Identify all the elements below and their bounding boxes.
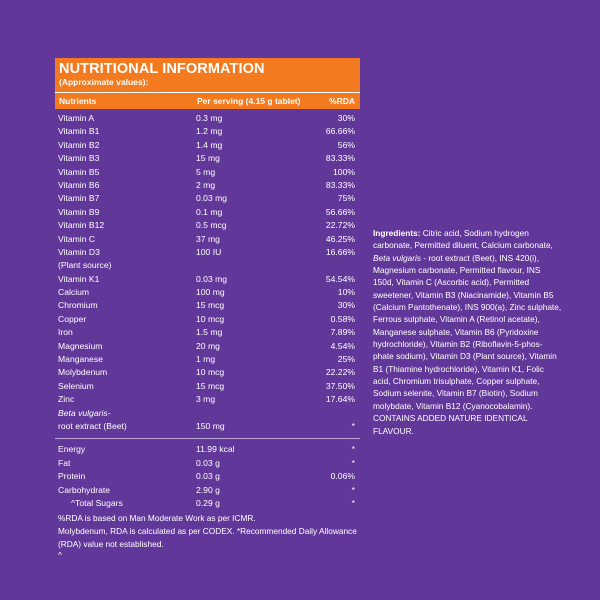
rda-note: %RDA is based on Man Moderate Work as per ICMR. xyxy=(58,513,256,524)
table-row xyxy=(55,179,360,192)
nutrient-rda: * xyxy=(351,457,355,468)
nutrient-amount xyxy=(196,407,306,420)
table-row xyxy=(55,152,360,165)
nutrient-rda: 75% xyxy=(337,193,355,204)
nutrient-name: Molybdenum xyxy=(58,367,108,378)
nutrient-amount: 0.03 g xyxy=(196,471,220,482)
nutrition-header xyxy=(55,58,360,92)
table-row xyxy=(55,443,360,456)
column-header-nutrients: Nutrients xyxy=(59,96,97,106)
nutrient-name: Manganese xyxy=(58,354,103,365)
nutrient-rda: 46.25% xyxy=(325,233,355,244)
nutrient-amount: 0.03 mg xyxy=(196,273,228,284)
nutrient-amount: 1.5 mg xyxy=(196,327,223,338)
caret-note: ^ xyxy=(58,550,62,561)
nutrient-rda: 56% xyxy=(337,139,355,150)
nutrient-amount: 100 mg xyxy=(196,287,225,298)
table-row xyxy=(55,219,360,232)
ingredients-part-b: - root extract (Beet), INS 420(i), Magnesium carbonate, Permitted flavour, INS 150d, Vitamin C (Ascorbic acid), Permitted sweetener, Vitamin B3 (Niacinamide), Vitamin B5 (Calcium Pantothenate), INS 900(a), Zinc sulphate, Ferrous sulphate, Vitamin A (Retinol acetate), Manganese sulphate, Vitamin B6 (Pyridoxine hydrochloride), Vitamin B2 (Riboflavin-5-phos- phate sodium), Vitamin D3 (Plant source), Vitamin B1 (Thiamine hydrochloride), Vitamin K1, Folic acid, Chromium trisulphate, Copper sulphate, Sodium selenite, Vitamin B7 (Biotin), Sodium molybdate, Vitamin B12 (Cyanocobalamin). CONTAINS ADDED NATURE IDENTICAL FLAVOUR. xyxy=(373,252,562,436)
nutrient-name: Protein xyxy=(58,471,86,482)
ingredients-part-a: Citric acid, Sodium hydrogen carbonate, Permitted diluent, Calcium carbonate, xyxy=(373,228,553,251)
table-row xyxy=(55,192,360,205)
nutrition-title: NUTRITIONAL INFORMATION xyxy=(59,61,265,77)
nutrient-rows xyxy=(55,109,360,433)
nutrition-subtitle: (Approximate values): xyxy=(59,77,149,87)
table-row xyxy=(55,340,360,353)
table-row xyxy=(55,206,360,219)
table-row xyxy=(55,353,360,366)
nutrient-rda: 30% xyxy=(337,300,355,311)
table-row xyxy=(55,286,360,299)
table-row xyxy=(55,326,360,339)
nutrient-rda: * xyxy=(351,484,355,495)
nutrient-amount: 100 IU xyxy=(196,246,222,257)
column-header-per-serving: Per serving (4.15 g tablet) xyxy=(197,96,301,106)
nutrient-amount: 0.29 g xyxy=(196,497,220,508)
nutrient-amount: 0.5 mcg xyxy=(196,220,227,231)
rda-not-established-note: (RDA) value not established. xyxy=(58,539,164,550)
column-header-rda: %RDA xyxy=(329,96,355,106)
nutrient-rda: 66.66% xyxy=(325,126,355,137)
nutrient-rda: * xyxy=(351,497,355,508)
nutrient-name: (Plant source) xyxy=(58,260,112,271)
nutrient-amount: 150 mg xyxy=(196,420,225,431)
nutrient-amount: 11.99 kcal xyxy=(196,444,235,455)
nutrient-amount: 3 mg xyxy=(196,394,216,405)
nutrient-rda: 100% xyxy=(333,166,355,177)
table-row xyxy=(55,246,360,259)
nutrient-rda: 10% xyxy=(337,287,355,298)
table-row xyxy=(55,259,360,272)
nutrient-amount xyxy=(196,259,306,272)
nutrient-name: Chromium xyxy=(58,300,98,311)
table-row xyxy=(55,112,360,125)
nutrient-rda: 56.66% xyxy=(325,206,355,217)
nutrient-amount: 1 mg xyxy=(196,354,216,365)
nutrient-name: Vitamin B1 xyxy=(58,126,100,137)
nutrient-rda: 17.64% xyxy=(325,394,355,405)
table-row xyxy=(55,166,360,179)
ingredients-text xyxy=(373,227,563,437)
nutrient-name: Vitamin B7 xyxy=(58,193,100,204)
table-row xyxy=(55,484,360,497)
nutrient-amount: 10 mcg xyxy=(196,367,225,378)
table-row xyxy=(55,366,360,379)
nutrient-name: Carbohydrate xyxy=(58,484,111,495)
table-row xyxy=(55,273,360,286)
energy-rows xyxy=(55,443,360,510)
nutrient-name: Vitamin B5 xyxy=(58,166,100,177)
nutrient-name: root extract (Beet) xyxy=(58,420,127,431)
table-row xyxy=(55,393,360,406)
nutrient-name: Vitamin A xyxy=(58,113,95,123)
table-row xyxy=(55,313,360,326)
nutrient-rda: 4.54% xyxy=(330,340,355,351)
nutrient-rda: 22.72% xyxy=(325,220,355,231)
nutrient-name: Vitamin C xyxy=(58,233,96,244)
table-row xyxy=(55,420,360,433)
nutrient-name: Selenium xyxy=(58,380,94,391)
nutrient-amount: 1.2 mg xyxy=(196,126,223,137)
nutrient-name: Vitamin B12 xyxy=(58,220,105,231)
nutrient-amount: 0.03 mg xyxy=(196,193,228,204)
nutrient-rda: 0.58% xyxy=(330,313,355,324)
ingredients-label: Ingredients: xyxy=(373,228,421,238)
nutrient-name: Copper xyxy=(58,313,87,324)
ingredients-beta-vulgaris: Beta vulgaris xyxy=(373,252,421,263)
table-row xyxy=(55,470,360,483)
nutrient-amount: 0.3 mg xyxy=(196,113,223,123)
table-row xyxy=(55,299,360,312)
nutrient-amount: 15 mcg xyxy=(196,380,225,391)
nutrient-amount: 0.1 mg xyxy=(196,206,223,217)
nutrient-amount: 2 mg xyxy=(196,179,216,190)
table-row xyxy=(55,380,360,393)
nutrient-rda: 22.22% xyxy=(325,367,355,378)
nutrient-rda: * xyxy=(351,444,355,455)
nutrient-amount: 15 mg xyxy=(196,153,220,164)
nutrient-amount: 1.4 mg xyxy=(196,139,223,150)
nutrient-rda: 25% xyxy=(337,354,355,365)
nutrition-panel xyxy=(55,58,360,559)
nutrient-amount: 10 mcg xyxy=(196,313,225,324)
nutrient-rda xyxy=(306,407,355,420)
table-row xyxy=(55,457,360,470)
nutrient-name: Vitamin B6 xyxy=(58,179,100,190)
nutrient-rda: 83.33% xyxy=(325,153,355,164)
nutrient-name: Magnesium xyxy=(58,340,103,351)
table-divider xyxy=(55,438,360,439)
nutrient-amount: 5 mg xyxy=(196,166,216,177)
nutrient-rda: 37.50% xyxy=(325,380,355,391)
nutrient-name: Iron xyxy=(58,327,73,338)
nutrient-amount: 37 mg xyxy=(196,233,220,244)
nutrient-name: Vitamin B3 xyxy=(58,153,100,164)
nutrient-name: Fat xyxy=(58,457,71,468)
nutrient-rda xyxy=(306,259,355,272)
table-row xyxy=(55,125,360,138)
nutrient-name: Vitamin K1 xyxy=(58,273,100,284)
nutrient-name: Vitamin B2 xyxy=(58,139,100,150)
table-row xyxy=(55,139,360,152)
codex-note: Molybdenum, RDA is calculated as per CODEX. *Recommended Daily Allowance xyxy=(58,526,357,537)
nutrient-rda: * xyxy=(351,420,355,431)
nutrient-rda: 30% xyxy=(337,113,355,123)
nutrient-amount: 0.03 g xyxy=(196,457,220,468)
table-column-headers xyxy=(55,92,360,109)
table-row xyxy=(55,407,360,420)
nutrient-name: ^Total Sugars xyxy=(71,497,123,508)
nutrient-amount: 2.90 g xyxy=(196,484,220,495)
nutrient-amount: 15 mcg xyxy=(196,300,225,311)
nutrient-rda: 54.54% xyxy=(325,273,355,284)
nutrient-name: Beta vulgaris- xyxy=(58,407,111,418)
nutrient-name: Vitamin D3 xyxy=(58,246,100,257)
nutrient-name: Energy xyxy=(58,444,86,455)
nutrient-rda: 0.06% xyxy=(330,471,355,482)
nutrient-amount: 20 mg xyxy=(196,340,220,351)
nutrient-rda: 7.89% xyxy=(330,327,355,338)
table-row xyxy=(55,497,360,510)
nutrient-name: Zinc xyxy=(58,394,75,405)
nutrient-rda: 83.33% xyxy=(325,179,355,190)
table-row xyxy=(55,233,360,246)
nutrient-name: Calcium xyxy=(58,287,90,298)
nutrient-rda: 16.66% xyxy=(325,246,355,257)
nutrient-name: Vitamin B9 xyxy=(58,206,100,217)
